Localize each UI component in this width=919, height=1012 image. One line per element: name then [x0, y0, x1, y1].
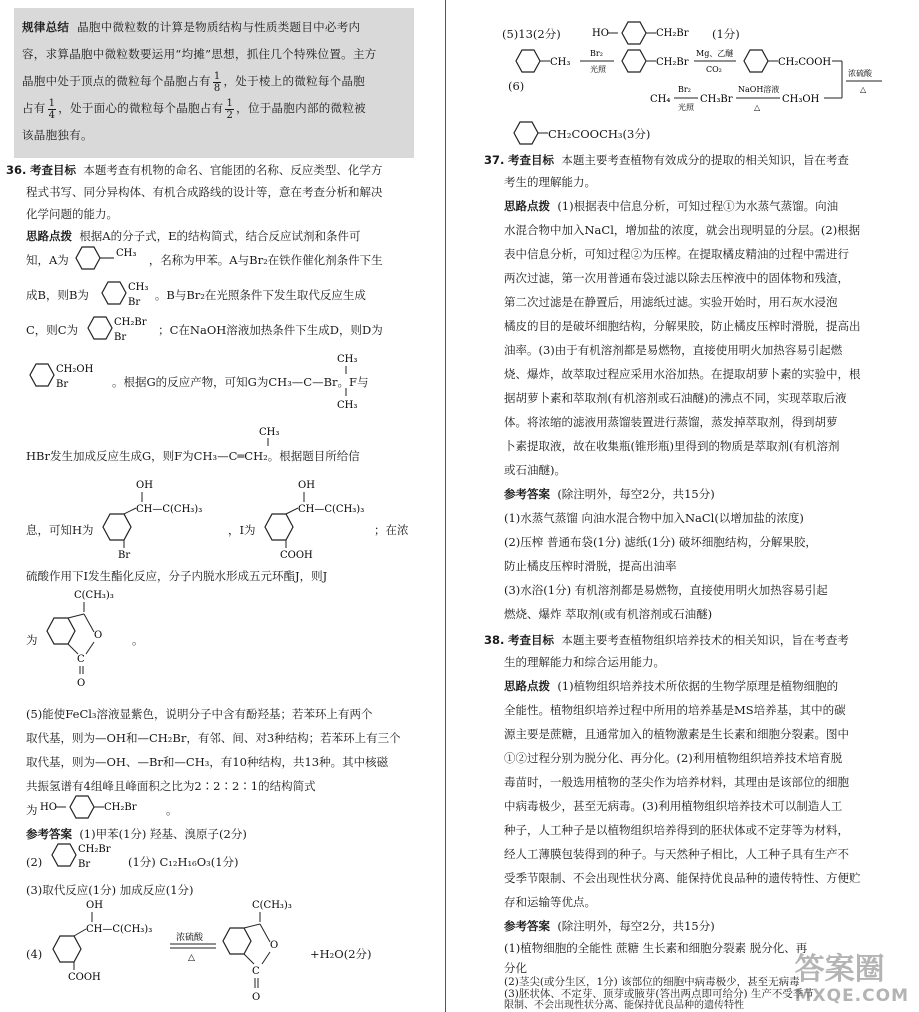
- text-line: +H₂O(2分): [310, 947, 372, 961]
- svg-text:Br: Br: [128, 297, 141, 308]
- svg-text:Br₂: Br₂: [590, 49, 603, 58]
- text-line: 表中信息分析，可知过程②为压榨。在提取橘皮精油的过程中需进行: [504, 247, 849, 261]
- q38-answer: 参考答案 (除注明外，每空2分，共15分): [504, 919, 715, 933]
- svg-text:△: △: [188, 953, 195, 963]
- text-line: 烧、爆炸，故萃取过程应采用水浴加热。在提取胡萝卜素的实验中，根: [504, 367, 861, 381]
- svg-text:NaOH溶液: NaOH溶液: [738, 85, 780, 94]
- svg-text:△: △: [754, 103, 761, 112]
- text-line: (5)能使FeCl₃溶液显紫色，说明分子中含有酚羟基；若苯环上有两个: [26, 707, 373, 721]
- summary-line: 晶胞中处于顶点的微粒每个晶胞占有: [22, 74, 211, 88]
- svg-text:OH: OH: [86, 900, 103, 911]
- svg-text:CH₃: CH₃: [337, 354, 358, 365]
- text-line: C，则C为 ；C在NaOH溶液加热条件下生成D，则D为: [26, 323, 383, 337]
- synthesis-route: [510, 44, 910, 116]
- text-line: (3)水浴(1分) 有机溶剂都是易燃物，直接使用明火加热容易引起: [504, 583, 828, 597]
- text-line: 为: [26, 803, 38, 817]
- text-line: ，I为: [228, 523, 256, 537]
- summary-line: 占有: [22, 101, 46, 115]
- svg-text:CH₂Br: CH₂Br: [104, 802, 137, 813]
- answer-4-equation: [46, 896, 346, 1008]
- text-line: 存和运输等优点。: [504, 895, 596, 909]
- text-line: 两次过滤，第一次用普通布袋过滤以除去压榨液中的固体物和残渣，: [504, 271, 849, 285]
- summary-line: 晶胞中微粒数的计算是物质结构与性质类题目中必考内: [77, 20, 361, 34]
- svg-text:CH₃OH: CH₃OH: [782, 94, 820, 105]
- q37-goal: 37. 考查目标 本题主要考查植物有效成分的提取的相关知识，旨在考查: [484, 153, 849, 167]
- rule-summary-box: [14, 8, 414, 158]
- svg-text:光照: 光照: [678, 103, 694, 112]
- text-line: 或石油醚)。: [504, 463, 566, 477]
- compound-c-structure: [84, 313, 168, 345]
- text-line: 全能性。植物组织培养过程中所用的培养基是MS培养基，其中的碳: [504, 703, 846, 717]
- fraction: $\frac{1}{8}$: [213, 70, 221, 94]
- compound-d-structure: [26, 360, 122, 392]
- watermark-logo-text: 答案圈: [794, 952, 885, 987]
- svg-text:CH—C(CH₃)₃: CH—C(CH₃)₃: [86, 924, 153, 935]
- svg-text:光照: 光照: [590, 65, 606, 74]
- svg-text:HO: HO: [592, 28, 609, 39]
- svg-text:△: △: [860, 85, 867, 94]
- svg-text:CH—C(CH₃)₃: CH—C(CH₃)₃: [136, 504, 203, 515]
- watermark: [795, 954, 909, 1006]
- text-line: (2): [26, 855, 43, 869]
- svg-text:COOH: COOH: [280, 550, 313, 560]
- svg-text:C: C: [252, 966, 260, 977]
- svg-text:C(CH₃)₃: C(CH₃)₃: [252, 900, 292, 911]
- svg-text:O: O: [252, 992, 261, 1003]
- text-line: 化学问题的能力。: [26, 207, 118, 221]
- text-line: 考生的理解能力。: [504, 175, 596, 189]
- text-line: 经人工薄膜包装得到的种子。与天然种子相比，人工种子具有生产不: [504, 847, 849, 861]
- text-line: 知，A为 ，名称为甲苯。A与Br₂在铁作催化剂条件下生: [26, 253, 383, 267]
- summary-line: ，位于晶胞内部的微粒被: [236, 101, 366, 115]
- answer-2-structure: [48, 840, 128, 872]
- svg-text:Br: Br: [56, 379, 69, 390]
- text-line: ；在浓: [374, 523, 409, 537]
- svg-text:CH₃: CH₃: [259, 427, 280, 438]
- text-line: HBr发生加成反应生成G，则F为CH₃—C═CH₂。根据题目所给信: [26, 449, 360, 463]
- text-line: (4): [26, 947, 43, 961]
- text-line: 。: [132, 633, 144, 647]
- text-line: 取代基，则为—OH和—CH₂Br，有邻、间、对3种结构；若苯环上有三个: [26, 731, 401, 745]
- svg-text:CH₂Br: CH₂Br: [656, 57, 689, 68]
- text-line: 体。将浓缩的滤液用蒸馏装置进行蒸馏，蒸发掉萃取剂，得到胡萝: [504, 415, 838, 429]
- text-line: CH₂COOCH₃(3分): [548, 127, 651, 141]
- svg-text:CH₄: CH₄: [650, 94, 671, 105]
- svg-text:C(CH₃)₃: C(CH₃)₃: [74, 590, 114, 601]
- q38-goal: 38. 考查目标 本题主要考查植物组织培养技术的相关知识，旨在考查考: [484, 633, 849, 647]
- fraction: $\frac{1}{2}$: [226, 97, 234, 121]
- svg-text:C: C: [77, 654, 85, 665]
- text-line: 燃烧、爆炸 萃取剂(或有机溶剂或石油醚): [504, 607, 713, 621]
- svg-text:Br: Br: [118, 550, 131, 560]
- svg-text:HO: HO: [40, 802, 57, 813]
- compound-f-branch: [256, 424, 280, 448]
- text-line: 第二次过滤是在静置后，用滤纸过滤。实验开始时，用石灰水浸泡: [504, 295, 838, 309]
- svg-text:Br: Br: [78, 859, 91, 870]
- answer-5-structure: [40, 792, 160, 822]
- text-line: 息，可知H为: [26, 523, 94, 537]
- svg-text:Br: Br: [114, 332, 127, 343]
- text-line: 防止橘皮压榨时滑脱，提高出油率: [504, 559, 677, 573]
- text-line: 分化: [504, 961, 527, 975]
- svg-text:CH₂Br: CH₂Br: [656, 28, 689, 39]
- svg-text:CH₃: CH₃: [116, 248, 137, 259]
- text-line: (1分): [712, 27, 740, 41]
- toluene-structure: [70, 243, 150, 275]
- svg-text:CH₃: CH₃: [550, 57, 571, 68]
- text-line: 共振氢谱有4组峰且峰面积之比为2∶2∶2∶1的结构简式: [26, 779, 316, 793]
- column-divider: [445, 0, 446, 1012]
- svg-text:CH₂OH: CH₂OH: [56, 364, 94, 375]
- svg-text:CH₃: CH₃: [128, 282, 149, 293]
- svg-text:浓硫酸: 浓硫酸: [848, 69, 872, 78]
- summary-label: 规律总结: [22, 20, 70, 34]
- q36-answer: 参考答案 (1)甲苯(1分) 羟基、溴原子(2分): [26, 827, 247, 841]
- text-line: ①②过程分别为脱分化、再分化。(2)利用植物组织培养技术培育脱: [504, 751, 843, 765]
- text-line: (1)植物细胞的全能性 蔗糖 生长素和细胞分裂素 脱分化、再: [504, 941, 808, 955]
- summary-line: ，处于面心的微粒每个晶胞占有: [58, 101, 224, 115]
- compound-g-branches: [334, 352, 358, 414]
- text-line: 据胡萝卜素和萃取剂(有机溶剂或石油醚)的沸点不同，实现萃取后液: [504, 391, 847, 405]
- svg-text:Mg、乙醚: Mg、乙醚: [696, 49, 734, 58]
- svg-text:CH—C(CH₃)₃: CH—C(CH₃)₃: [298, 504, 365, 515]
- svg-text:O: O: [94, 630, 103, 641]
- svg-text:CH₂COOH: CH₂COOH: [778, 57, 832, 68]
- svg-text:OH: OH: [136, 480, 153, 491]
- q36-tips: 思路点拨 根据A的分子式，E的结构简式，结合反应试剂和条件可: [26, 229, 361, 243]
- text-line: (2)茎尖(或分生区，1分) 该部位的细胞中病毒极少，甚至无病毒: [504, 976, 800, 988]
- summary-line: 容，求算晶胞中微粒数要运用“均摊”思想，抓住几个特殊位置。主方: [22, 47, 377, 61]
- text-line: (3)取代反应(1分) 加成反应(1分): [26, 883, 194, 897]
- text-line: 受季节限制、不会出现性状分离、能保持优良品种的遗传特性、方便贮: [504, 871, 861, 885]
- q37-tips: 思路点拨 (1)根据表中信息分析，可知过程①为水蒸气蒸馏。向油: [504, 199, 839, 213]
- text-line: (6): [508, 79, 525, 93]
- fraction: $\frac{1}{4}$: [48, 97, 56, 121]
- svg-text:CH₂Br: CH₂Br: [78, 844, 111, 855]
- svg-text:浓硫酸: 浓硫酸: [176, 933, 204, 943]
- text-line: 。: [166, 803, 178, 817]
- text-line: 种子，人工种子是以植物组织培养得到的胚状体或不定芽等为材料，: [504, 823, 849, 837]
- text-line: 毒苗时，一般选用植物的茎尖作为培养材料，其理由是该部位的细胞: [504, 775, 849, 789]
- svg-text:CH₂Br: CH₂Br: [114, 317, 147, 328]
- compound-b-structure: [98, 278, 168, 310]
- summary-line: 该晶胞独有。: [22, 128, 93, 142]
- svg-text:CH₃Br: CH₃Br: [700, 94, 733, 105]
- text-line: (1)水蒸气蒸馏 向油水混合物中加入NaCl(以增加盐的浓度): [504, 511, 804, 525]
- text-line: (5)13(2分): [502, 27, 561, 41]
- text-line: 橘皮的目的是破坏细胞结构，分解果胶，防止橘皮压榨时滑脱，提高出: [504, 319, 861, 333]
- compound-h-structure: [96, 478, 226, 560]
- svg-text:O: O: [77, 678, 86, 689]
- text-line: 取代基，则为—OH、—Br和—CH₃，有10种结构，共13种。其中核磁: [26, 755, 389, 769]
- text-line: (2)压榨 普通布袋(1分) 滤纸(1分) 破坏细胞结构，分解果胶，: [504, 535, 817, 549]
- q38-tips: 思路点拨 (1)植物组织培养技术所依据的生物学原理是植物细胞的: [504, 679, 839, 693]
- text-line: 水混合物中加入NaCl，增加盐的浓度，就会出现明显的分层。(2)根据: [504, 223, 861, 237]
- text-line: (1分) C₁₂H₁₆O₃(1分): [128, 855, 239, 869]
- svg-text:O: O: [270, 940, 279, 951]
- compound-i-structure: [258, 478, 388, 560]
- svg-text:COOH: COOH: [68, 972, 101, 983]
- svg-text:CO₂: CO₂: [706, 65, 722, 74]
- text-line: 成B，则B为 。B与Br₂在光照条件下发生取代反应生成: [26, 288, 366, 302]
- text-line: 为: [26, 633, 38, 647]
- svg-text:OH: OH: [298, 480, 315, 491]
- text-line: 限制、不会出现性状分离、能保持优良品种的遗传特性: [504, 1000, 744, 1011]
- text-line: 。根据G的反应产物，可知G为CH₃—C—Br。F与: [112, 375, 369, 389]
- text-line: 中病毒极少，甚至无病毒。(3)利用植物组织培养技术可以制造人工: [504, 799, 843, 813]
- svg-text:Br₂: Br₂: [678, 85, 691, 94]
- text-line: 源主要是蔗糖，且通常加入的植物激素是生长素和细胞分裂素。图中: [504, 727, 849, 741]
- svg-text:CH₃: CH₃: [337, 400, 358, 411]
- text-line: (3)胚状体、不定芽、顶芽或腋芽(答出两点即可给分) 生产不受季节: [504, 988, 814, 1000]
- text-line: 程式书写、同分异构体、有机合成路线的设计等，意在考查分析和解决: [26, 185, 383, 199]
- text-line: 生的理解能力和综合运用能力。: [504, 655, 665, 669]
- watermark-site: MXQE.COM: [794, 986, 909, 1006]
- text-line: 油率。(3)由于有机溶剂都是易燃物，直接使用明火加热容易引起燃: [504, 343, 843, 357]
- summary-line: ，处于棱上的微粒每个晶胞: [223, 74, 366, 88]
- product-ring: [508, 118, 548, 148]
- text-line: 卜素提取液，故在收集瓶(锥形瓶)里得到的物质是萃取剂(有机溶剂: [504, 439, 840, 453]
- q37-answer: 参考答案 (除注明外，每空2分，共15分): [504, 487, 715, 501]
- text-line: 硫酸作用下I发生酯化反应，分子内脱水形成五元环酯J，则J: [26, 569, 328, 583]
- q36-goal: 36. 考查目标 本题考查有机物的命名、官能团的名称、反应类型、化学方: [6, 163, 383, 177]
